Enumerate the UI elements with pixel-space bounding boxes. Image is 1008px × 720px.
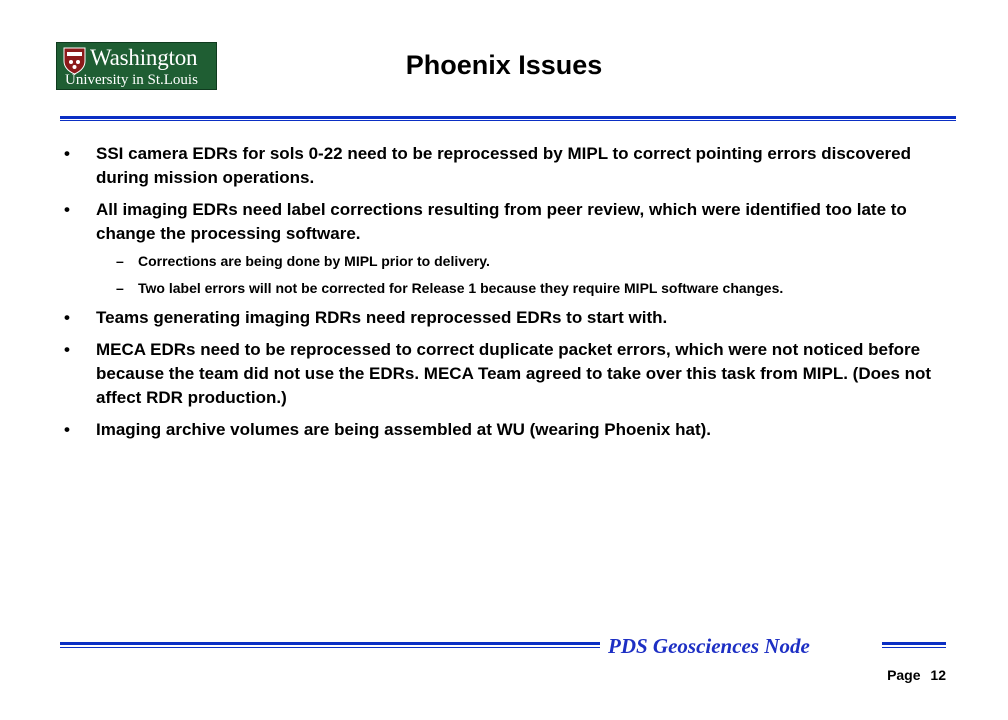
- page-number: [887, 666, 946, 684]
- bullet-item: [64, 198, 944, 298]
- sub-bullet-text: Two label errors will not be corrected for Release 1 because they require MIPL software changes.: [138, 280, 784, 296]
- sub-bullet-item: [96, 252, 944, 271]
- bullet-text: MECA EDRs need to be reprocessed to correct duplicate packet errors, which were not noticed before because the team did not use the EDRs. MECA Team agreed to take over this task from MIPL. (Does not affect RDR production.): [96, 340, 932, 407]
- bullet-text: Teams generating imaging RDRs need reprocessed EDRs to start with.: [96, 308, 668, 327]
- bullet-marker: •: [64, 200, 70, 219]
- logo-wordmark-line1: Washington: [90, 45, 198, 70]
- bullet-item: [64, 418, 944, 442]
- sub-bullet-item: [96, 279, 944, 298]
- page-number-value: 12: [930, 667, 946, 683]
- sub-bullet-list: [96, 252, 944, 298]
- bullet-marker: •: [64, 340, 70, 359]
- bullet-text: All imaging EDRs need label corrections resulting from peer review, which were identified too late to change the processing software.: [96, 200, 907, 243]
- logo-wordmark-line2: University in St.Louis: [65, 72, 198, 88]
- sub-bullet-marker: –: [116, 280, 124, 296]
- bullet-item: [64, 306, 944, 330]
- bullet-marker: •: [64, 420, 70, 439]
- slide-title: Phoenix Issues: [405, 50, 603, 80]
- bullet-item: [64, 338, 944, 410]
- bullet-marker: •: [64, 308, 70, 327]
- page-number-label: Page: [887, 667, 921, 683]
- sub-bullet-text: Corrections are being done by MIPL prior to delivery.: [138, 253, 490, 269]
- footer-divider-left: [60, 642, 600, 645]
- bullet-item: [64, 142, 944, 190]
- header-divider: [60, 116, 956, 119]
- bullet-text: Imaging archive volumes are being assembled at WU (wearing Phoenix hat).: [96, 420, 711, 439]
- bullet-text: SSI camera EDRs for sols 0-22 need to be reprocessed by MIPL to correct pointing errors discovered during mission operations.: [96, 144, 912, 187]
- sub-bullet-marker: –: [116, 253, 124, 269]
- footer-divider-right: [882, 642, 946, 645]
- footer-organization: PDS Geosciences Node: [608, 634, 810, 658]
- bullet-list: [64, 142, 944, 450]
- bullet-marker: •: [64, 144, 70, 163]
